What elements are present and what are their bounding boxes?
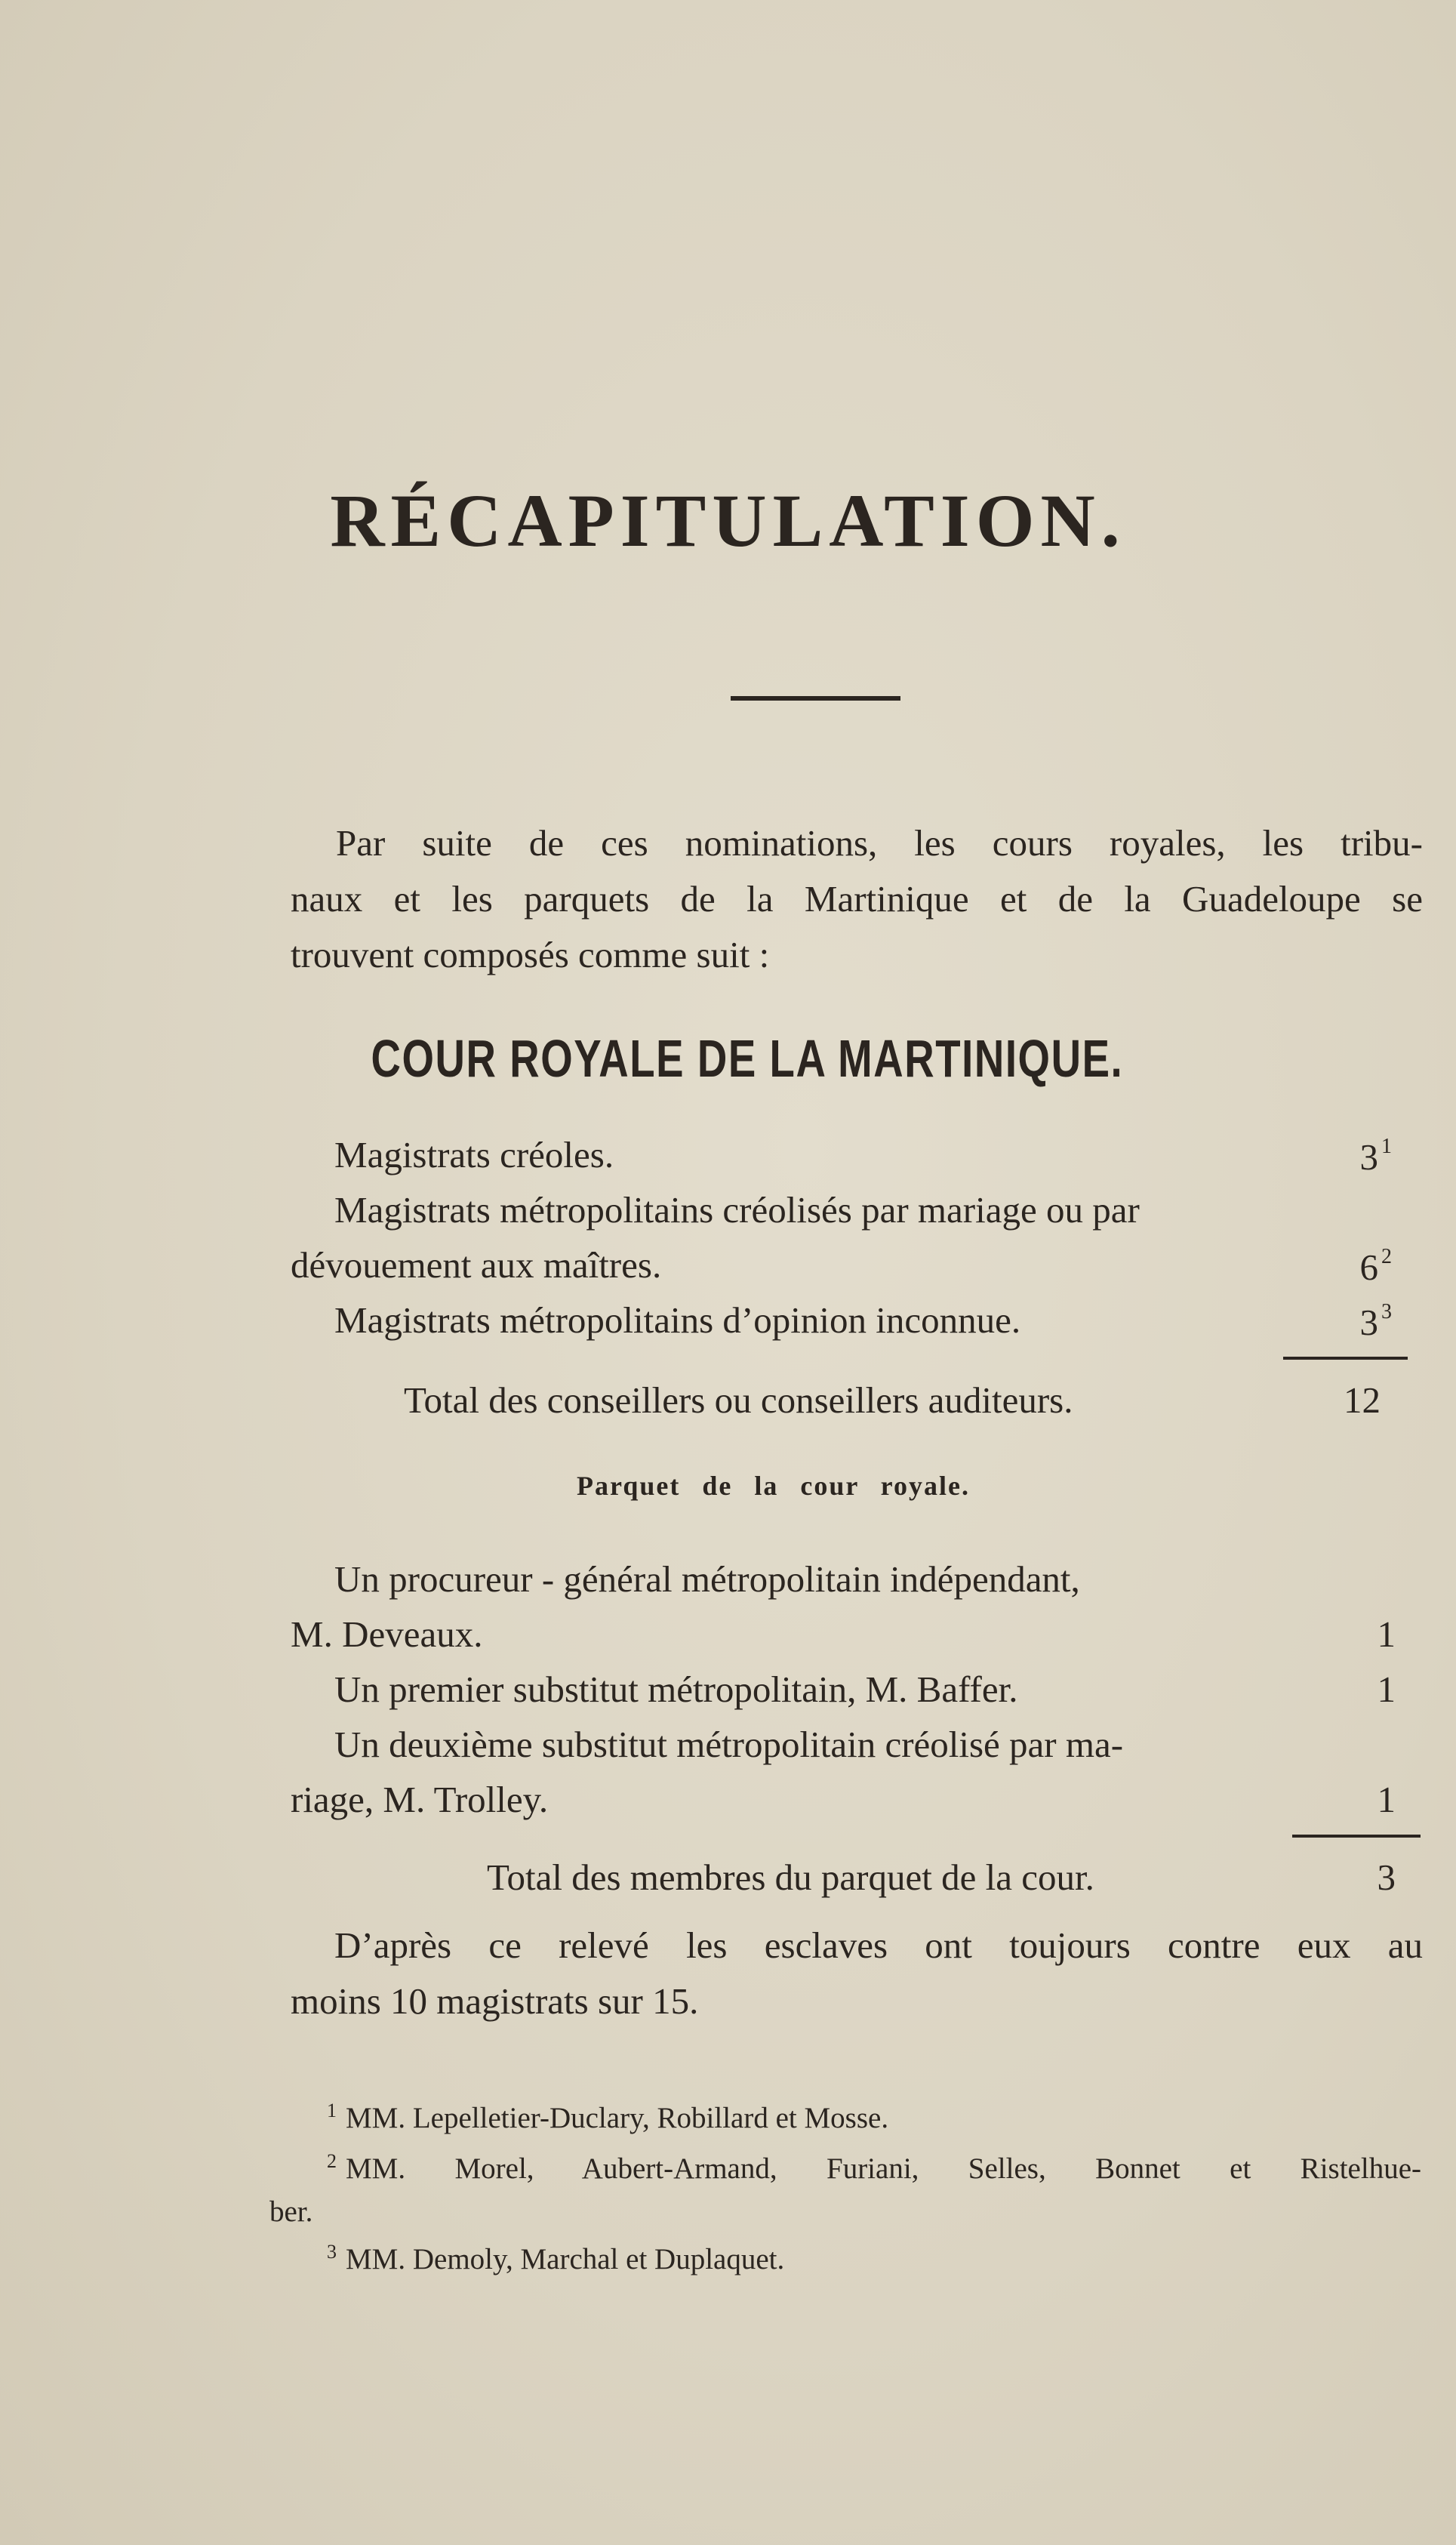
row-label: M. Deveaux. xyxy=(291,1613,483,1655)
intro-line-3: trouvent composés comme suit : xyxy=(291,934,770,975)
total-rule xyxy=(1292,1835,1421,1838)
row-value: 6 $^2$ xyxy=(1359,1245,1392,1288)
footnote-1 xyxy=(327,2101,888,2133)
row-value: 1 xyxy=(1377,1613,1396,1655)
section-heading-cour-royale: COUR ROYALE DE LA MARTINIQUE. xyxy=(371,1029,1124,1088)
conclusion-paragraph xyxy=(291,1918,1423,2029)
row-label: dévouement aux maîtres. xyxy=(291,1244,662,1286)
section-heading-parquet: Parquet de la cour royale. xyxy=(577,1471,970,1501)
row-value: 1 xyxy=(1377,1668,1396,1710)
footnote-ref: 1 xyxy=(1381,1135,1392,1158)
conclusion-line-1: D’après ce relevé les esclaves ont toujours contre eux au xyxy=(334,1924,1423,1966)
footnote-3 xyxy=(327,2242,784,2274)
footnote-2-continuation: ber. xyxy=(269,2195,313,2228)
row-value: 3 $^3$ xyxy=(1359,1300,1392,1343)
row-value: 1 xyxy=(1377,1779,1396,1820)
title-rule xyxy=(731,696,900,701)
page-title: RÉCAPITULATION. xyxy=(330,479,1126,562)
row-label: Magistrats créoles. xyxy=(334,1134,614,1175)
row-label: Un premier substitut métropolitain, M. Baffer. xyxy=(334,1668,1018,1710)
row-label: riage, M. Trolley. xyxy=(291,1779,549,1820)
row-value: 3 $^1$ xyxy=(1359,1135,1392,1178)
footnote-mark: 2 xyxy=(327,2150,337,2172)
intro-line-1: Par suite de ces nominations, les cours royales, les tribu- xyxy=(336,822,1423,864)
footnote-ref: 3 xyxy=(1381,1300,1392,1323)
total-rule xyxy=(1283,1357,1408,1360)
total-value: 3 xyxy=(1377,1856,1396,1898)
footnote-2 xyxy=(327,2152,1421,2183)
total-value: 12 xyxy=(1344,1379,1381,1421)
footnote-text: MM. Lepelletier-Duclary, Robillard et Mosse. xyxy=(346,2102,889,2134)
intro-paragraph xyxy=(291,815,1423,983)
total-label: Total des membres du parquet de la cour. xyxy=(487,1856,1094,1898)
row-label-line1: Un deuxième substitut métropolitain créolisé par ma- xyxy=(334,1724,1124,1765)
conclusion-line-2: moins 10 magistrats sur 15. xyxy=(291,1980,699,2022)
footnote-text: MM. Morel, Aubert-Armand, Furiani, Selles, Bonnet et Ristelhue- xyxy=(346,2152,1421,2185)
row-label: Magistrats métropolitains d’opinion inconnue. xyxy=(334,1299,1021,1341)
row-label-line1: Magistrats métropolitains créolisés par mariage ou par xyxy=(334,1189,1140,1231)
footnote-text: MM. Demoly, Marchal et Duplaquet. xyxy=(346,2243,785,2275)
footnote-ref: 2 xyxy=(1381,1245,1392,1268)
total-label: Total des conseillers ou conseillers auditeurs. xyxy=(404,1379,1073,1421)
footnote-mark: 3 xyxy=(327,2241,337,2263)
row-label-line1: Un procureur - général métropolitain indépendant, xyxy=(334,1558,1080,1600)
intro-line-2: naux et les parquets de la Martinique et de la Guadeloupe se xyxy=(291,878,1423,920)
footnote-mark: 1 xyxy=(327,2100,337,2121)
